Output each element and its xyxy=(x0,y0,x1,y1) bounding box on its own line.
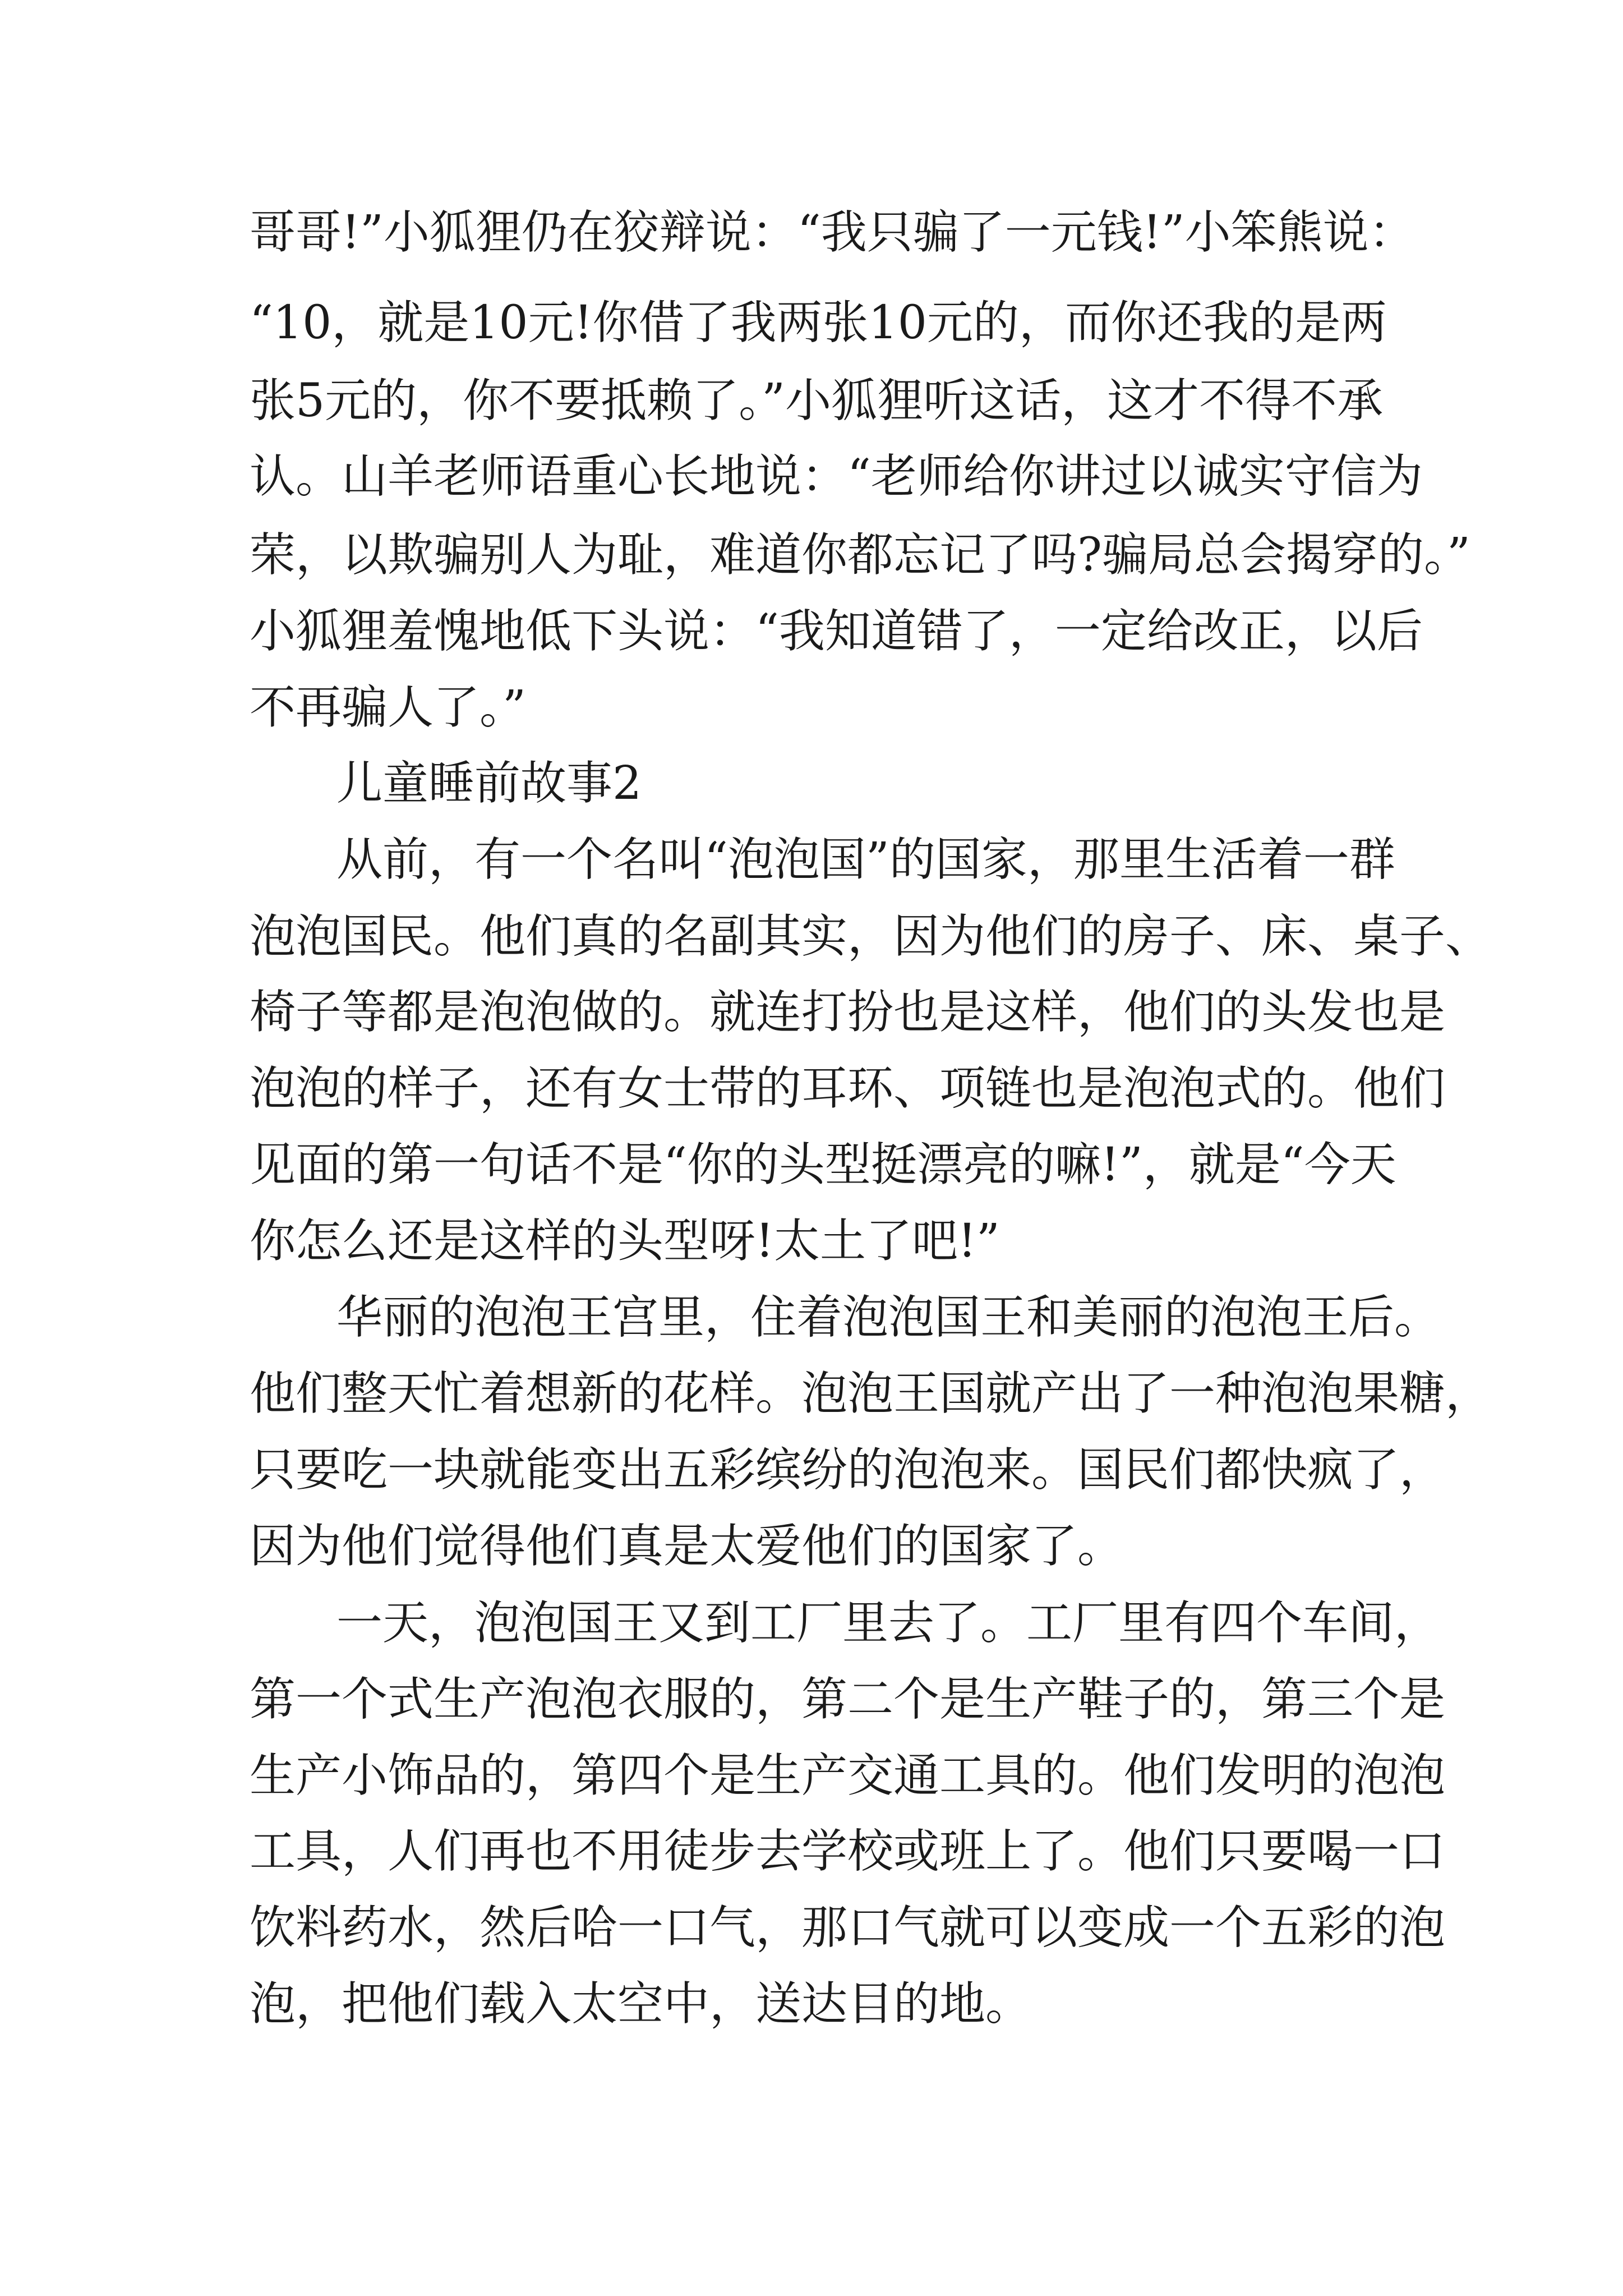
text-line: 第一个式生产泡泡衣服的，第二个是生产鞋子的，第三个是 xyxy=(250,1673,1446,1726)
text-line: 张5元的，你不要抵赖了。”小狐狸听这话，这才不得不承 xyxy=(250,374,1384,427)
text-line: 只要吃一块就能变出五彩缤纷的泡泡来。国民们都快疯了， xyxy=(250,1443,1446,1497)
text-line: 认。山羊老师语重心长地说：“老师给你讲过以诚实守信为 xyxy=(250,450,1423,503)
text-line: 哥哥!”小狐狸仍在狡辩说：“我只骗了一元钱!”小笨熊说： xyxy=(250,206,1415,259)
text-line: 你怎么还是这样的头型呀!太土了吧!” xyxy=(250,1214,1000,1268)
text-line: 因为他们觉得他们真是太爱他们的国家了。 xyxy=(250,1520,1124,1573)
text-line: 小狐狸羞愧地低下头说：“我知道错了，一定给改正，以后 xyxy=(250,605,1423,658)
text-line: 工具，人们再也不用徒步去学校或班上了。他们只要喝一口 xyxy=(250,1825,1446,1878)
text-line: 华丽的泡泡王宫里，住着泡泡国王和美丽的泡泡王后。 xyxy=(336,1291,1441,1344)
section-heading: 儿童睡前故事2 xyxy=(336,757,642,810)
text-line: 见面的第一句话不是“你的头型挺漂亮的嘛!”，就是“今天 xyxy=(250,1138,1396,1191)
text-line: 椅子等都是泡泡做的。就连打扮也是这样，他们的头发也是 xyxy=(250,986,1446,1039)
text-line: 一天，泡泡国王又到工厂里去了。工厂里有四个车间， xyxy=(336,1596,1441,1650)
text-line: “10，就是10元!你借了我两张10元的，而你还我的是两 xyxy=(250,296,1387,349)
text-line: 他们整天忙着想新的花样。泡泡王国就产出了一种泡泡果糖， xyxy=(250,1367,1492,1420)
text-line: 从前，有一个名叫“泡泡国”的国家，那里生活着一群 xyxy=(336,833,1395,886)
text-line: 饮料药水，然后哈一口气，那口气就可以变成一个五彩的泡 xyxy=(250,1901,1446,1954)
text-line: 生产小饰品的，第四个是生产交通工具的。他们发明的泡泡 xyxy=(250,1749,1446,1802)
text-line: 泡，把他们载入太空中，送达目的地。 xyxy=(250,1977,1032,2031)
text-line: 泡泡的样子，还有女士带的耳环、项链也是泡泡式的。他们 xyxy=(250,1062,1446,1115)
text-line: 荣，以欺骗别人为耻，难道你都忘记了吗?骗局总会揭穿的。” xyxy=(250,528,1470,582)
text-line: 泡泡国民。他们真的名副其实，因为他们的房子、床、桌子、 xyxy=(250,910,1492,963)
text-line: 不再骗人了。” xyxy=(250,681,526,734)
